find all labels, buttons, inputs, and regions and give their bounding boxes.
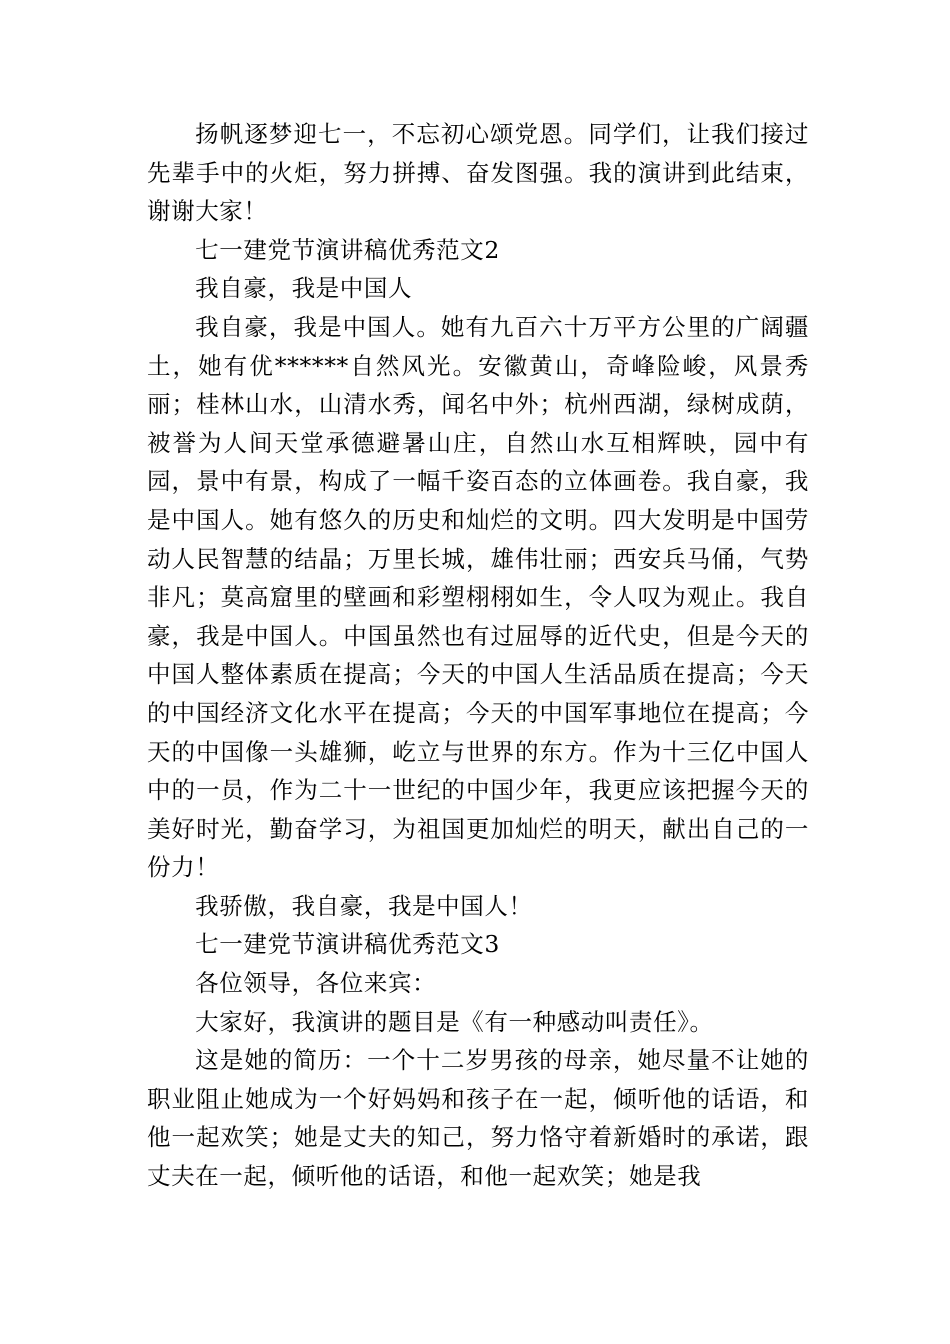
speech-2-title: 我自豪，我是中国人 xyxy=(195,274,413,303)
paragraph-speech-2-body: 我自豪，我是中国人。她有九百六十万平方公里的广阔疆土，她有优******自然风光。安徽黄山，奇峰险峻，风景秀丽；桂林山水，山清水秀，闻名中外；杭州西湖，绿树成荫，被誉为人间天堂承德避暑山庄，自然山水互相辉映，园中有园，景中有景，构成了一幅千姿百态的立体画卷。我自豪，我是中国人。她有悠久的历史和灿烂的文明。四大发明是中国劳动人民智慧的结晶；万里长城，雄伟壮丽；西安兵马俑，气势非凡；莫高窟里的壁画和彩塑栩栩如生，令人叹为观止。我自豪，我是中国人。中国虽然也有过屈辱的近代史，但是今天的中国人整体素质在提高；今天的中国人生活品质在提高；今天的中国经济文化水平在提高；今天的中国军事地位在提高；今天的中国像一头雄狮，屹立与世界的东方。作为十三亿中国人中的一员，作为二十一世纪的中国少年，我更应该把握今天的美好时光，勤奋学习，为祖国更加灿烂的明天，献出自己的一份力！ xyxy=(147,312,809,882)
body-text xyxy=(147,115,809,1196)
heading-speech-3: 七一建党节演讲稿优秀范文3 xyxy=(195,930,500,959)
paragraph-speech-3-body: 这是她的简历：一个十二岁男孩的母亲，她尽量不让她的职业阻止她成为一个好妈妈和孩子在一起，倾听他的话语，和他一起欢笑；她是丈夫的知己，努力恪守着新婚时的承诺，跟丈夫在一起，倾听他的话语，和他一起欢笑；她是我 xyxy=(147,1046,809,1191)
paragraph-speech-2-ending: 我骄傲，我自豪，我是中国人！ xyxy=(195,891,533,920)
heading-speech-2: 七一建党节演讲稿优秀范文2 xyxy=(195,235,500,264)
speech-3-intro: 大家好，我演讲的题目是《有一种感动叫责任》。 xyxy=(195,1007,714,1036)
speech-3-salutation: 各位领导，各位来宾： xyxy=(195,969,437,998)
paragraph-closing: 扬帆逐梦迎七一，不忘初心颂党恩。同学们，让我们接过先辈手中的火炬，努力拼搏、奋发图强。我的演讲到此结束，谢谢大家！ xyxy=(147,120,809,226)
